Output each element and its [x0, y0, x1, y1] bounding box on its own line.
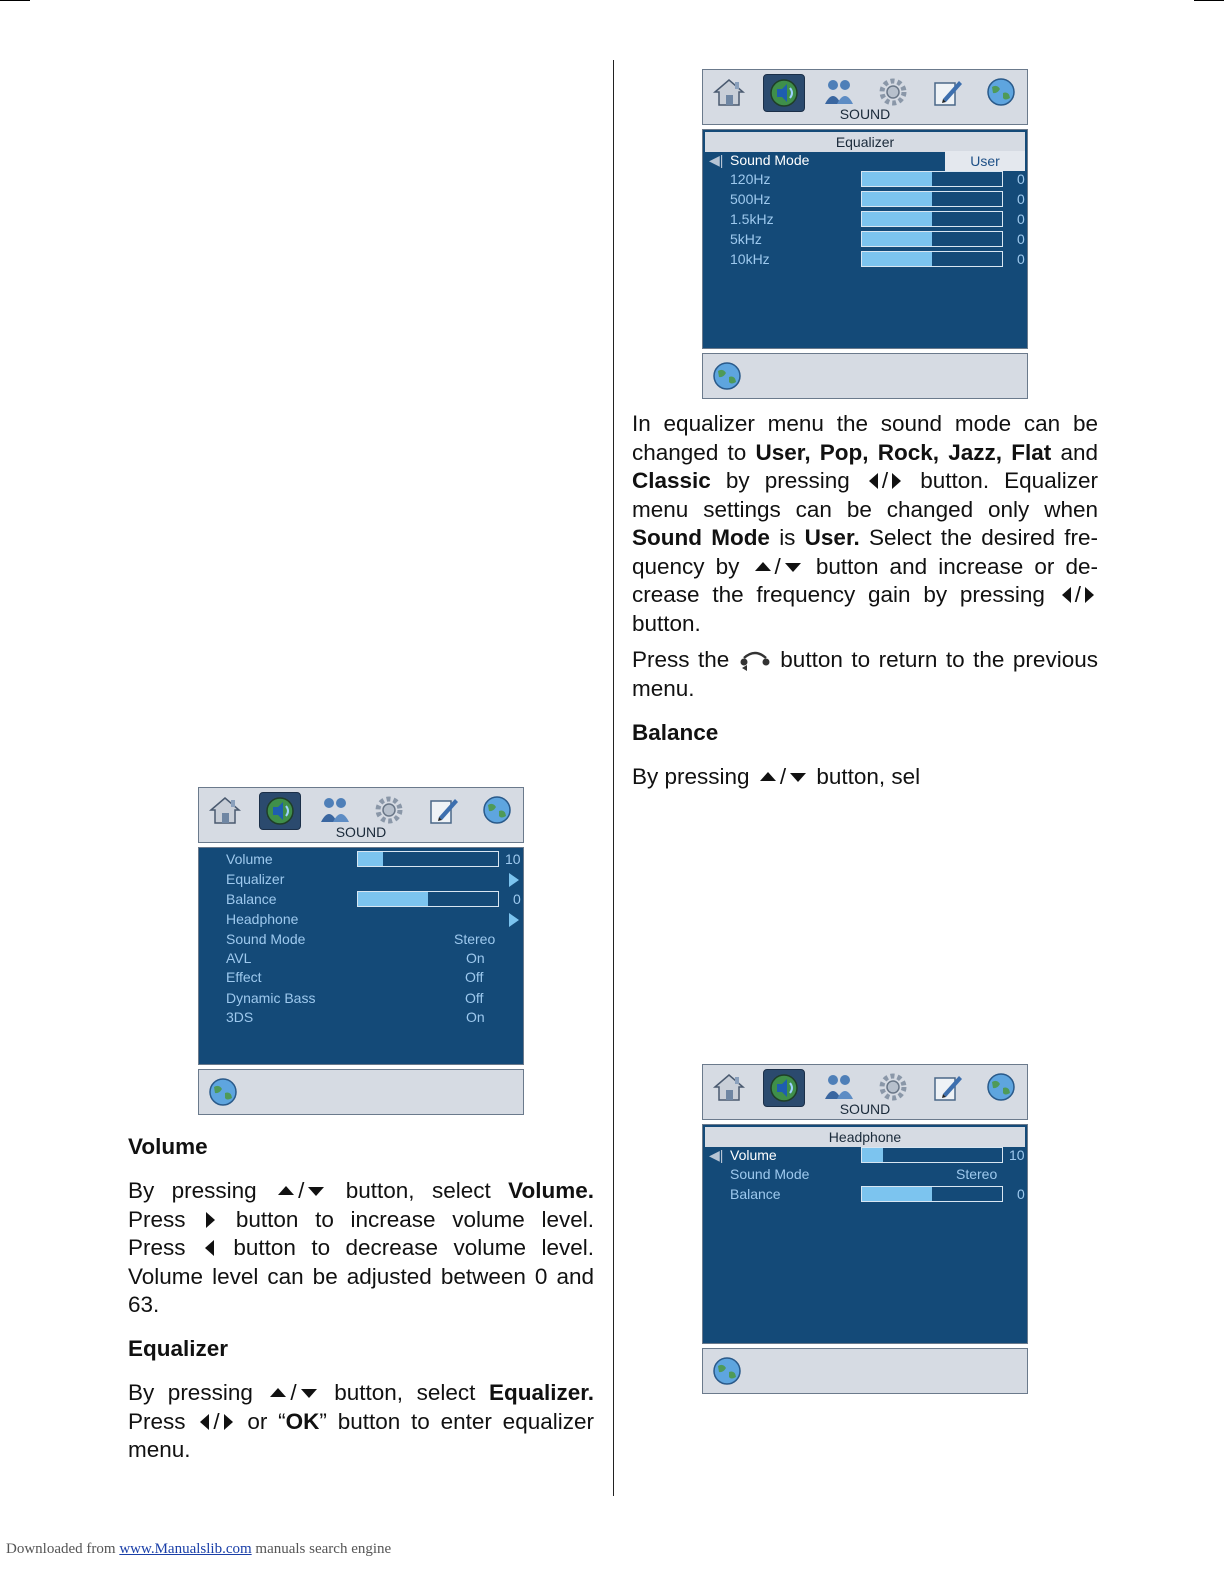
item-label: Effect	[226, 969, 262, 985]
download-footer: Downloaded from www.Manualslib.com manuals search engine	[6, 1541, 392, 1557]
left-arrow-icon	[1062, 587, 1071, 603]
edit-icon	[927, 74, 967, 110]
left-arrow-icon	[869, 473, 878, 489]
band-value: 0	[1017, 231, 1025, 247]
item-label: Sound Mode	[226, 931, 306, 947]
edit-icon	[927, 1069, 967, 1105]
item-label: Sound Mode	[730, 1166, 810, 1182]
balance-paragraph: By pressing / button, sel	[632, 764, 921, 789]
home-icon	[709, 74, 749, 110]
people-icon	[315, 792, 355, 828]
item-label: Sound Mode	[730, 152, 810, 168]
people-icon	[819, 1069, 859, 1105]
menu-item-dynamic-bass	[199, 989, 523, 1009]
band-bar-fill	[862, 212, 932, 226]
menu-top-bar	[702, 1064, 1028, 1120]
band-label: 1.5kHz	[730, 211, 774, 227]
menu-body	[198, 847, 524, 1065]
eq-band-row	[703, 170, 1027, 190]
item-value: 0	[1017, 1186, 1025, 1202]
band-bar	[861, 251, 1003, 267]
home-icon	[709, 1069, 749, 1105]
gear-icon	[369, 792, 409, 828]
edit-icon	[423, 792, 463, 828]
people-icon	[819, 74, 859, 110]
balance-bar-fill	[862, 1187, 932, 1201]
up-arrow-icon	[278, 1186, 294, 1195]
volume-bar	[861, 1147, 1003, 1163]
down-arrow-icon	[301, 1389, 317, 1398]
band-value: 0	[1017, 251, 1025, 267]
item-value: 0	[513, 891, 521, 907]
left-arrow-icon	[200, 1414, 209, 1430]
sound-menu-screenshot	[198, 787, 524, 1115]
home-icon	[205, 792, 245, 828]
headphone-menu-screenshot	[702, 1064, 1028, 1394]
item-label: Headphone	[226, 911, 299, 927]
left-arrow-icon	[205, 1240, 214, 1256]
menu-title: SOUND	[335, 824, 387, 840]
band-bar	[861, 171, 1003, 187]
volume-bar	[357, 851, 499, 867]
globe-icon	[709, 1355, 745, 1392]
submenu-arrow-icon	[509, 873, 519, 887]
right-arrow-icon	[1085, 587, 1094, 603]
band-label: 5kHz	[730, 231, 762, 247]
up-arrow-icon	[755, 562, 771, 571]
band-value: 0	[1017, 211, 1025, 227]
globe-icon	[477, 792, 517, 828]
manualslib-link[interactable]: www.Manualslib.com	[119, 1541, 252, 1557]
item-value: Stereo	[956, 1166, 998, 1182]
menu-item-balance	[703, 1185, 1027, 1205]
menu-item-sound-mode	[199, 930, 523, 950]
down-arrow-icon	[308, 1187, 324, 1196]
item-label: Balance	[226, 891, 277, 907]
band-label: 120Hz	[730, 171, 771, 187]
eq-band-row	[703, 230, 1027, 250]
item-label: Equalizer	[226, 871, 285, 887]
globe-icon	[709, 360, 745, 397]
item-value: 10	[505, 851, 521, 867]
equalizer-menu-screenshot	[702, 69, 1028, 399]
crop-mark-right	[1194, 0, 1224, 1]
menu-item-effect	[199, 968, 523, 988]
globe-icon	[981, 74, 1021, 110]
up-arrow-icon	[760, 772, 776, 781]
item-label: Dynamic Bass	[226, 990, 316, 1006]
menu-item-balance	[199, 890, 523, 910]
item-value: Off	[465, 990, 484, 1006]
down-arrow-icon	[785, 563, 801, 572]
balance-bar	[357, 891, 499, 907]
volume-heading: Volume	[128, 1134, 208, 1159]
submenu-arrow-icon	[509, 913, 519, 927]
menu-top-bar	[198, 787, 524, 843]
item-value: On	[466, 1009, 485, 1025]
volume-paragraph: By pressing / button, select Volume. Press button to increase volume level. Press button to decrease volume level. Volume level can be adjusted between 0 and 63.	[128, 1178, 594, 1317]
band-label: 10kHz	[730, 251, 770, 267]
item-value: 10	[1009, 1147, 1025, 1163]
eq-band-row	[703, 190, 1027, 210]
right-arrow-icon	[224, 1414, 233, 1430]
menu-top-bar	[702, 69, 1028, 125]
gear-icon	[873, 74, 913, 110]
balance-bar-fill	[358, 892, 428, 906]
right-arrow-icon	[892, 473, 901, 489]
item-label: 3DS	[226, 1009, 254, 1025]
band-value: 0	[1017, 171, 1025, 187]
band-bar-fill	[862, 172, 932, 186]
band-value: 0	[1017, 191, 1025, 207]
menu-item-sound-mode	[703, 151, 1027, 171]
menu-title: SOUND	[839, 106, 891, 122]
return-icon	[738, 648, 772, 672]
equalizer-paragraph: By pressing / button, select Equalizer. Press / or “OK” button to enter equalizer menu.	[128, 1380, 594, 1462]
item-label: Volume	[226, 851, 273, 867]
menu-item-avl	[199, 949, 523, 969]
item-value: Off	[465, 969, 484, 985]
band-bar	[861, 211, 1003, 227]
globe-icon	[205, 1076, 241, 1113]
up-arrow-icon	[270, 1388, 286, 1397]
column-divider	[613, 60, 614, 1496]
item-value: Stereo	[454, 931, 496, 947]
band-bar	[861, 191, 1003, 207]
item-label: Volume	[730, 1147, 777, 1163]
band-bar-fill	[862, 192, 932, 206]
item-label: Balance	[730, 1186, 781, 1202]
eq-band-row	[703, 250, 1027, 270]
menu-body	[702, 129, 1028, 349]
menu-title: SOUND	[839, 1101, 891, 1117]
menu-item-equalizer	[199, 870, 523, 890]
submenu-header: Equalizer	[705, 132, 1025, 152]
speaker-icon: ◀|	[709, 152, 724, 168]
equalizer-description: In equalizer menu the sound mode can be changed to User, Pop, Rock, Jazz, Flat and Classic by pressing / button. Equalizer menu settings can be changed only when Sound Mode is User. Select the desired fre-quency by / button and increase or de-crease the frequency gain by pressing / button. Press the button to return to the previous menu.	[632, 411, 1098, 701]
item-value: On	[466, 950, 485, 966]
band-bar	[861, 231, 1003, 247]
balance-bar	[861, 1186, 1003, 1202]
menu-body	[702, 1124, 1028, 1344]
menu-item-3ds	[199, 1008, 523, 1028]
menu-bottom-bar	[702, 1348, 1028, 1394]
band-bar-fill	[862, 232, 932, 246]
globe-icon	[981, 1069, 1021, 1105]
volume-bar-fill	[358, 852, 383, 866]
menu-bottom-bar	[198, 1069, 524, 1115]
band-bar-fill	[862, 252, 932, 266]
crop-mark-left	[0, 0, 30, 1]
eq-band-row	[703, 210, 1027, 230]
item-label: AVL	[226, 950, 252, 966]
menu-item-headphone	[199, 910, 523, 930]
menu-bottom-bar	[702, 353, 1028, 399]
speaker-icon: ◀|	[709, 1147, 724, 1163]
gear-icon	[873, 1069, 913, 1105]
submenu-header: Headphone	[705, 1127, 1025, 1147]
band-label: 500Hz	[730, 191, 771, 207]
balance-heading: Balance	[632, 720, 719, 745]
volume-bar-fill	[862, 1148, 883, 1162]
menu-item-volume	[703, 1146, 1027, 1166]
down-arrow-icon	[790, 773, 806, 782]
menu-item-sound-mode	[703, 1165, 1027, 1185]
menu-item-volume	[199, 850, 523, 870]
sound-mode-value: User	[945, 151, 1025, 171]
right-arrow-icon	[206, 1212, 215, 1228]
equalizer-heading: Equalizer	[128, 1336, 229, 1361]
